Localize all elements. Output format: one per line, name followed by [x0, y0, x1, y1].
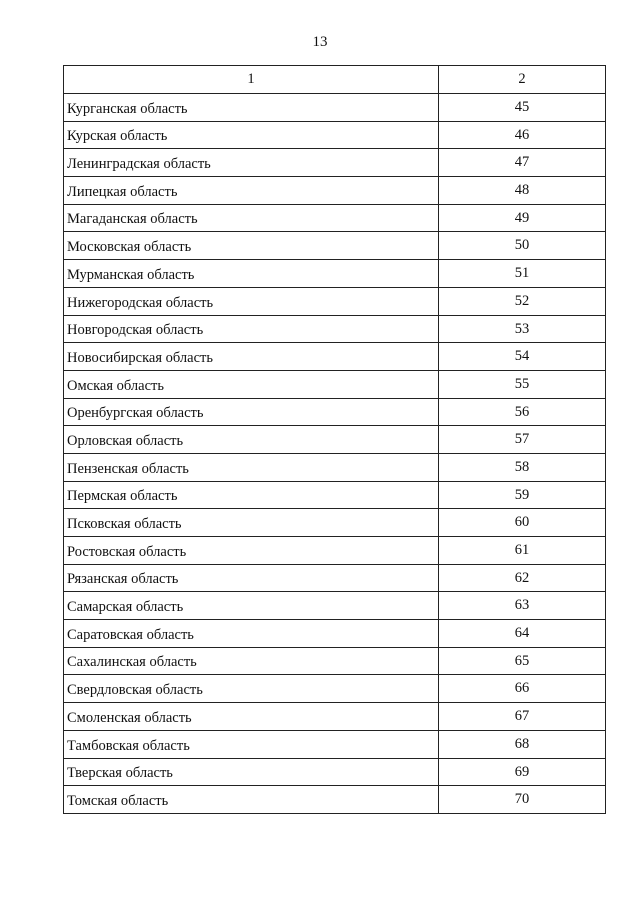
region-code-cell: 57 [439, 426, 606, 454]
table-row [64, 343, 606, 371]
table-row [64, 232, 606, 260]
region-name-cell: Московская область [64, 232, 439, 260]
table-row [64, 786, 606, 814]
table-row [64, 620, 606, 648]
region-name-cell: Свердловская область [64, 675, 439, 703]
table-row [64, 453, 606, 481]
region-name-cell: Новосибирская область [64, 343, 439, 371]
region-code-cell: 67 [439, 703, 606, 731]
table-row [64, 260, 606, 288]
region-code-cell: 61 [439, 537, 606, 565]
region-name-cell: Сахалинская область [64, 647, 439, 675]
table-row [64, 758, 606, 786]
table-header-row [64, 66, 606, 94]
region-name-cell: Тверская область [64, 758, 439, 786]
region-name-cell: Псковская область [64, 509, 439, 537]
region-name-cell: Курская область [64, 121, 439, 149]
region-name-cell: Пермская область [64, 481, 439, 509]
region-code-cell: 47 [439, 149, 606, 177]
region-code-cell: 55 [439, 370, 606, 398]
region-code-cell: 50 [439, 232, 606, 260]
table-row [64, 537, 606, 565]
region-name-cell: Липецкая область [64, 177, 439, 205]
region-name-cell: Орловская область [64, 426, 439, 454]
table-row [64, 730, 606, 758]
page-number: 13 [312, 34, 328, 50]
region-code-cell: 64 [439, 620, 606, 648]
region-name-cell: Нижегородская область [64, 287, 439, 315]
column-header-2: 2 [439, 66, 606, 94]
region-name-cell: Ростовская область [64, 537, 439, 565]
table-row [64, 370, 606, 398]
table-row [64, 94, 606, 122]
region-code-cell: 52 [439, 287, 606, 315]
table-row [64, 592, 606, 620]
table-row [64, 149, 606, 177]
region-code-cell: 54 [439, 343, 606, 371]
region-name-cell: Омская область [64, 370, 439, 398]
table-body [64, 94, 606, 814]
table-row [64, 703, 606, 731]
region-name-cell: Томская область [64, 786, 439, 814]
table-row [64, 509, 606, 537]
table-row [64, 564, 606, 592]
region-name-cell: Магаданская область [64, 204, 439, 232]
table-row [64, 675, 606, 703]
table-row [64, 398, 606, 426]
region-name-cell: Самарская область [64, 592, 439, 620]
region-name-cell: Оренбургская область [64, 398, 439, 426]
region-code-cell: 46 [439, 121, 606, 149]
region-name-cell: Мурманская область [64, 260, 439, 288]
region-name-cell: Ленинградская область [64, 149, 439, 177]
region-name-cell: Тамбовская область [64, 730, 439, 758]
region-code-cell: 49 [439, 204, 606, 232]
table-row [64, 647, 606, 675]
region-code-cell: 66 [439, 675, 606, 703]
table-row [64, 121, 606, 149]
region-code-cell: 69 [439, 758, 606, 786]
region-code-cell: 62 [439, 564, 606, 592]
region-name-cell: Новгородская область [64, 315, 439, 343]
table-row [64, 481, 606, 509]
region-name-cell: Рязанская область [64, 564, 439, 592]
table-row [64, 204, 606, 232]
region-name-cell: Саратовская область [64, 620, 439, 648]
region-code-cell: 59 [439, 481, 606, 509]
region-code-cell: 58 [439, 453, 606, 481]
region-code-cell: 45 [439, 94, 606, 122]
column-header-1: 1 [64, 66, 439, 94]
region-code-cell: 65 [439, 647, 606, 675]
table-row [64, 315, 606, 343]
table-row [64, 426, 606, 454]
region-name-cell: Пензенская область [64, 453, 439, 481]
table-row [64, 177, 606, 205]
region-name-cell: Смоленская область [64, 703, 439, 731]
region-code-cell: 53 [439, 315, 606, 343]
region-code-cell: 70 [439, 786, 606, 814]
region-code-cell: 48 [439, 177, 606, 205]
region-code-cell: 60 [439, 509, 606, 537]
region-name-cell: Курганская область [64, 94, 439, 122]
region-code-cell: 63 [439, 592, 606, 620]
table-row [64, 287, 606, 315]
region-code-cell: 56 [439, 398, 606, 426]
region-code-cell: 68 [439, 730, 606, 758]
regions-table [63, 65, 606, 814]
region-code-cell: 51 [439, 260, 606, 288]
